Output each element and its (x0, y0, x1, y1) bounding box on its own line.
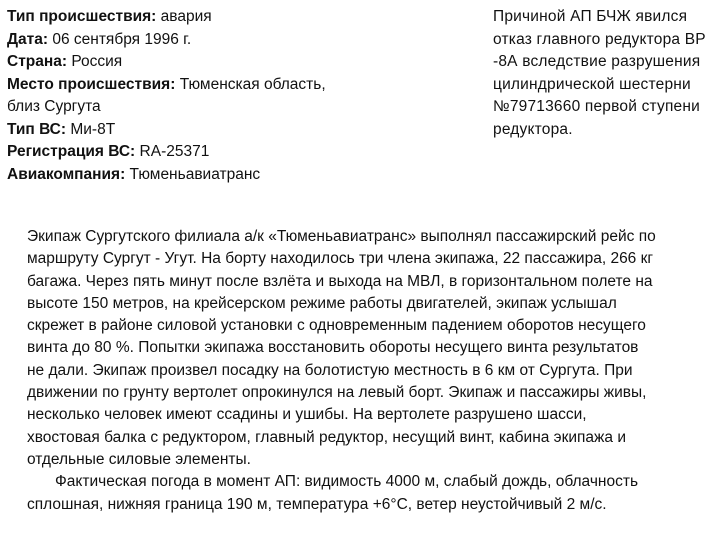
incident-aircraft-row (7, 119, 377, 142)
cause-line: цилиндрической шестерни (493, 75, 691, 93)
incident-registration-value: RA-25371 (139, 143, 210, 160)
narrative-line: маршруту Сургут - Угут. На борту находилось три члена экипажа, 22 пассажира, 266 кг (27, 250, 654, 268)
incident-aircraft-value: Ми-8Т (70, 120, 116, 138)
incident-country-value: Россия (71, 53, 123, 70)
incident-place-row-continued (7, 96, 377, 119)
narrative-line: винта до 80 %. Попытки экипажа восстановить обороты несущего винта результатов (27, 339, 639, 357)
narrative-line: Экипаж Сургутского филиала а/к «Тюменьавиатранс» выполнял пассажирский рейс по (27, 228, 656, 245)
narrative-line: хвостовая балка с редуктором, главный редуктор, несущий винт, кабина экипажа и (27, 428, 626, 446)
narrative-line: высоте 150 метров, на крейсерском режиме работы двигателей, экипаж услышал (27, 294, 617, 312)
incident-date-label: Дата: (7, 30, 49, 48)
narrative-line: несколько человек имеют ссадины и ушибы. На вертолете разрушено шасси, (27, 406, 587, 424)
weather-line: сплошная, нижняя граница 190 м, температура +6°С, ветер неустойчивый 2 м/с. (27, 495, 607, 513)
incident-airline-label: Авиакомпания: (7, 165, 126, 183)
cause-line: Причиной АП БЧЖ явился (493, 8, 688, 25)
incident-aircraft-label: Тип ВС: (7, 120, 67, 138)
weather-line: Фактическая погода в момент АП: видимость 4000 м, слабый дождь, облачность (55, 473, 639, 491)
incident-place-value-line2: близ Сургута (7, 98, 101, 115)
incident-place-row (7, 74, 377, 97)
cause-line: редуктора. (493, 120, 573, 138)
incident-airline-value: Тюменьавиатранс (129, 165, 261, 183)
cause-line: №79713660 первой ступени (493, 98, 700, 115)
narrative-line: скрежет в районе силовой установки с одновременным падением оборотов несущего (27, 317, 646, 335)
incident-type-value: авария (160, 8, 212, 25)
cause-line: отказ главного редуктора ВР (493, 30, 706, 48)
incident-place-value-line1: Тюменская область, (179, 75, 326, 93)
incident-type-label: Тип происшествия: (7, 8, 157, 25)
cause-line: -8А вследствие разрушения (493, 53, 701, 70)
narrative-line: движении по грунту вертолет опрокинулся на левый борт. Экипаж и пассажиры живы, (27, 384, 647, 402)
incident-date-value: 06 сентября 1996 г. (52, 30, 192, 48)
incident-registration-label: Регистрация ВС: (7, 143, 136, 160)
incident-registration-row (7, 141, 377, 164)
incident-type-row (7, 6, 377, 29)
incident-summary (7, 6, 377, 186)
incident-airline-row (7, 164, 377, 187)
narrative-text (27, 226, 695, 516)
cause-text (493, 6, 715, 141)
narrative-line: не дали. Экипаж произвел посадку на болотистую местность в 6 км от Сургута. При (27, 361, 633, 379)
narrative-line: багажа. Через пять минут после взлёта и выхода на МВЛ, в горизонтальном полете на (27, 272, 653, 290)
incident-country-row (7, 51, 377, 74)
incident-place-label: Место происшествия: (7, 75, 176, 93)
incident-country-label: Страна: (7, 53, 68, 70)
incident-date-row (7, 29, 377, 52)
narrative-line: отдельные силовые элементы. (27, 450, 251, 468)
